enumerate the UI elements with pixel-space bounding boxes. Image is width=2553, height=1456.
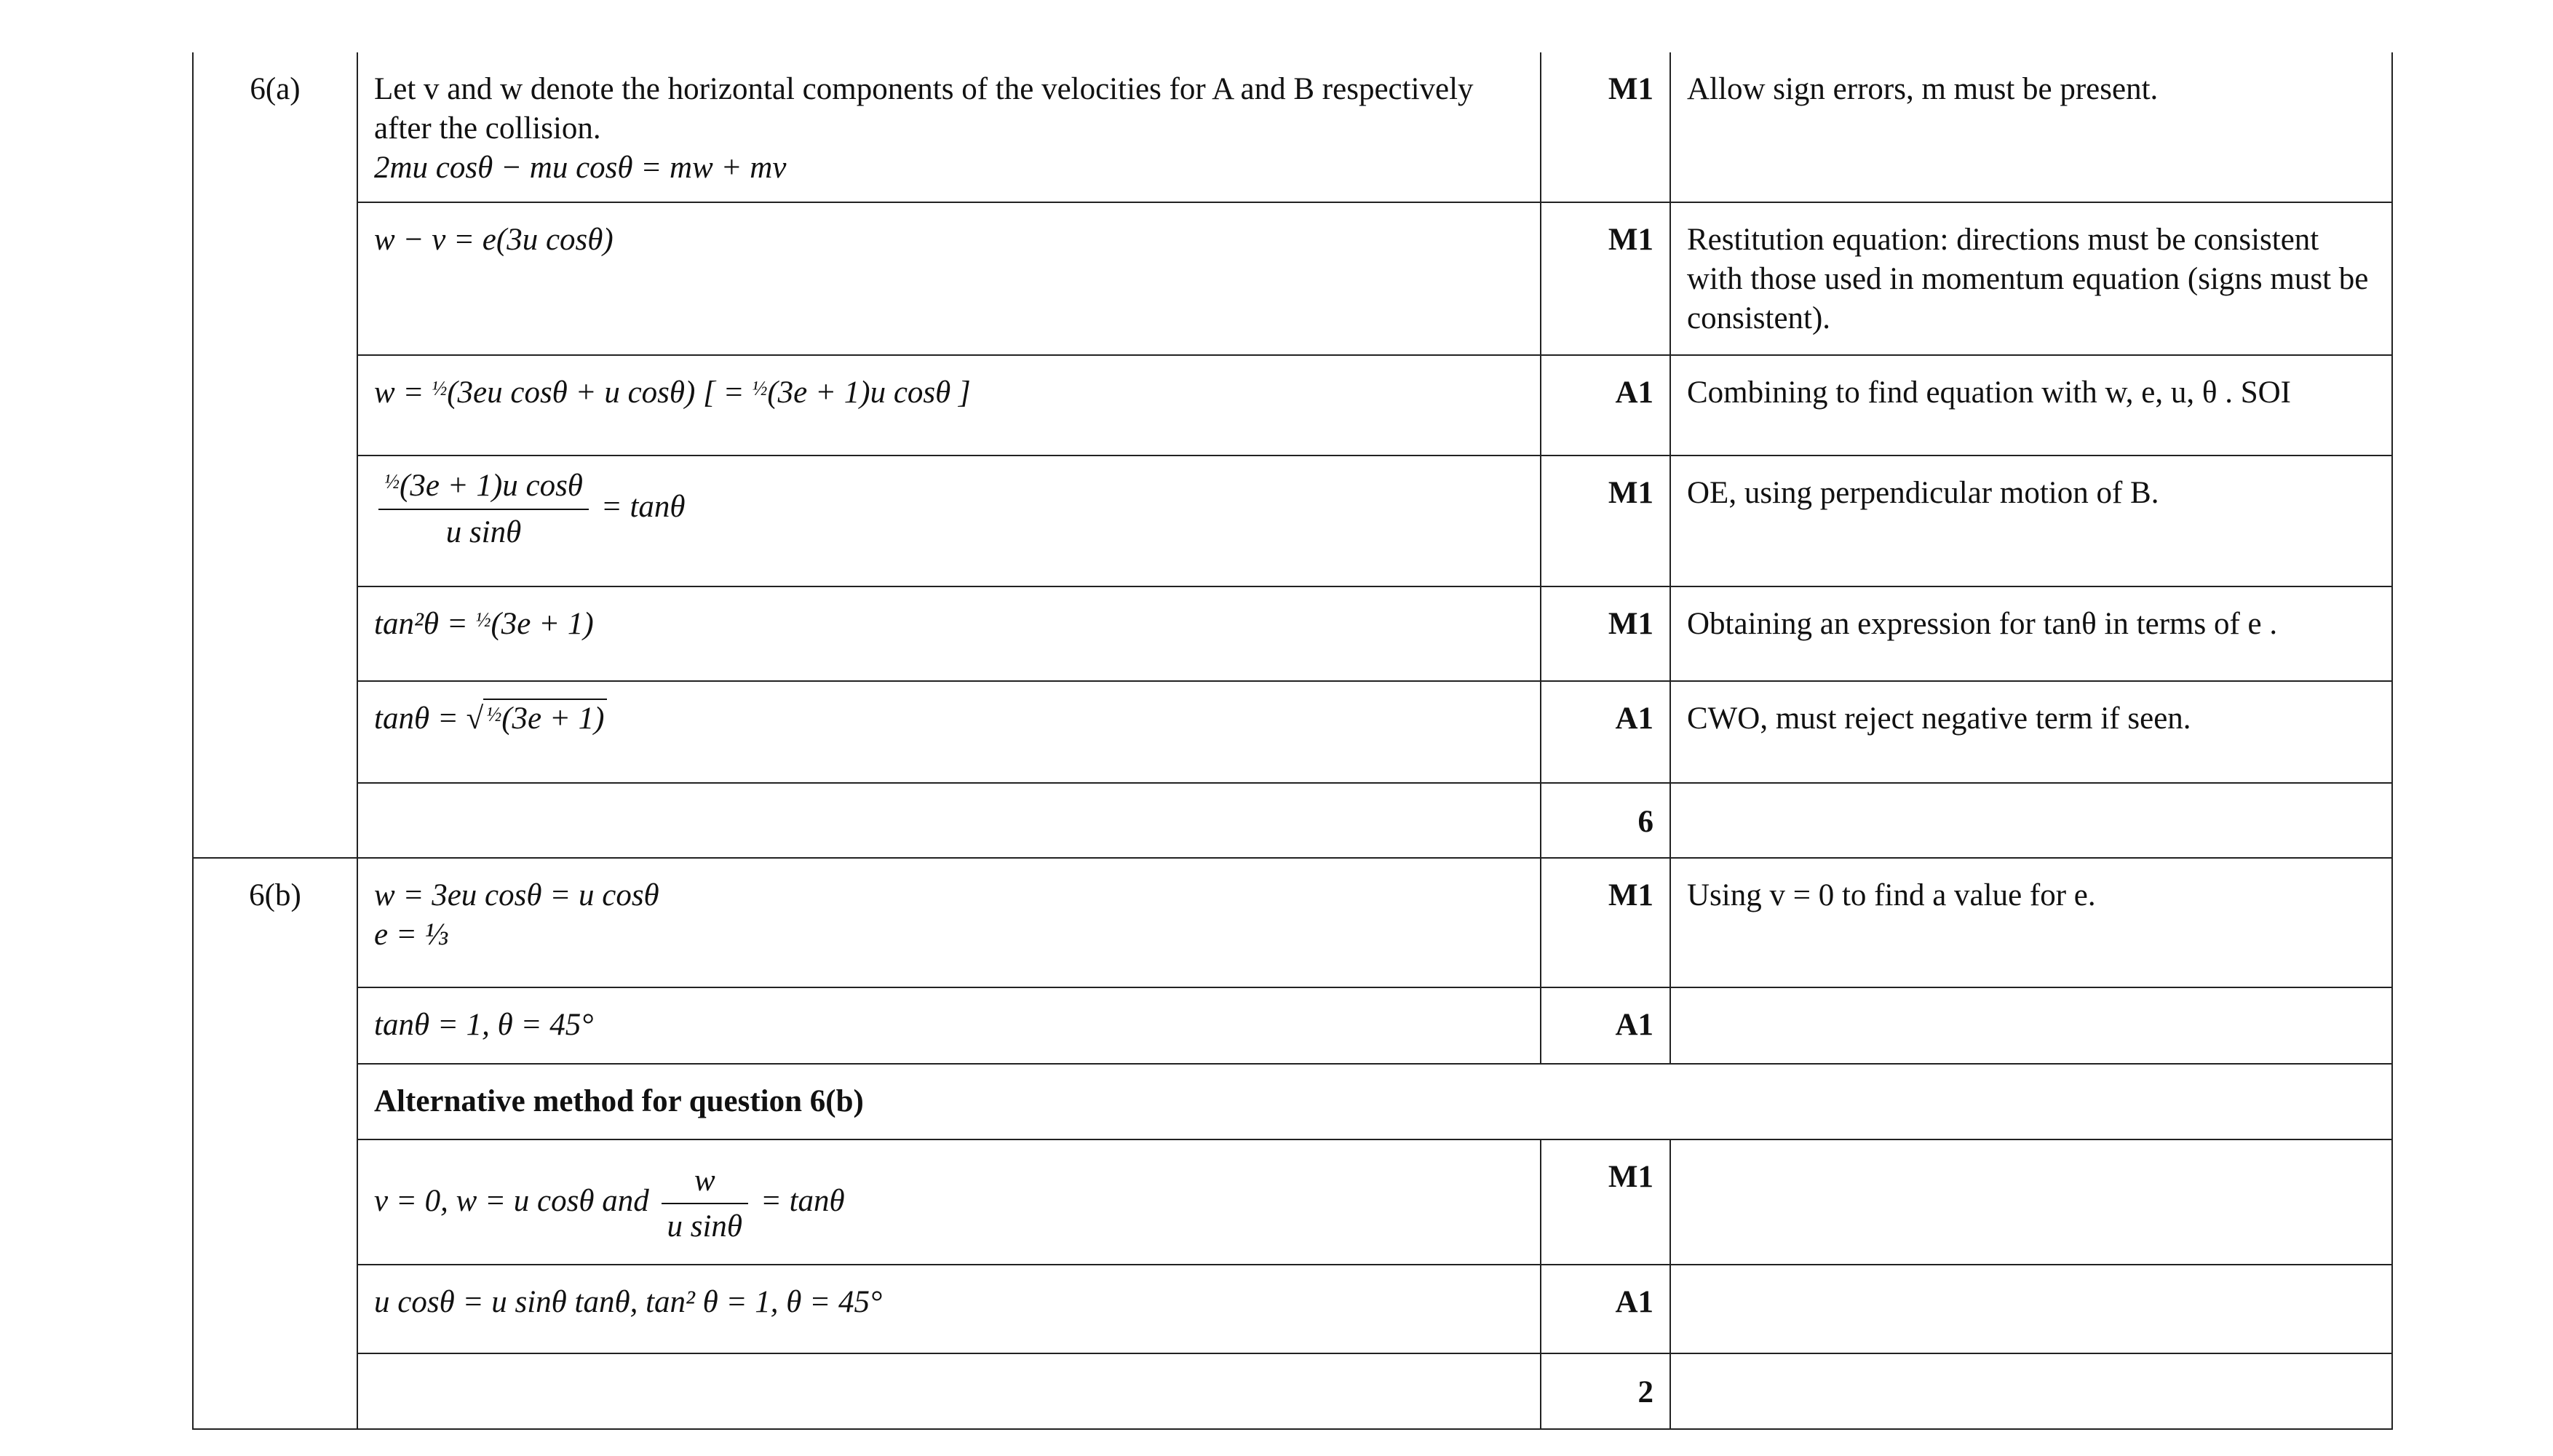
equation-part: (3e + 1) — [491, 607, 594, 642]
half-fraction: ½ — [475, 609, 491, 632]
equation-part: v = 0, w = u cosθ and — [374, 1184, 649, 1219]
table-row — [193, 1265, 2392, 1353]
equation-part: (3eu cosθ + u cosθ) [ = — [447, 375, 753, 410]
guidance-cell: Obtaining an expression for tanθ in terms of e . — [1670, 586, 2392, 681]
table-row — [193, 858, 2392, 987]
answer-cell — [357, 1139, 1541, 1265]
mark-cell: A1 — [1541, 1265, 1670, 1353]
mark-cell: M1 — [1541, 586, 1670, 681]
table-row — [193, 1139, 2392, 1265]
mark-cell: M1 — [1541, 858, 1670, 987]
equation-part: tan²θ = — [374, 607, 476, 642]
numerator-text: (3e + 1)u cosθ — [400, 469, 583, 504]
fraction-denominator: u sinθ — [445, 515, 522, 549]
mark-scheme — [192, 52, 2393, 1430]
equation-part: (3e + 1)u cosθ ] — [767, 375, 971, 410]
combined-equation — [374, 375, 971, 410]
guidance-cell — [1670, 1265, 2392, 1353]
table-row — [193, 202, 2392, 355]
guidance-cell: Using v = 0 to find a value for e. — [1670, 858, 2392, 987]
equation-rhs: = tanθ — [600, 489, 686, 524]
guidance-cell — [1670, 1139, 2392, 1265]
guidance-cell — [1670, 783, 2392, 858]
fraction-denominator: u sinθ — [667, 1209, 743, 1244]
tan-root-equation — [374, 699, 607, 736]
angle-result: tanθ = 1, θ = 45° — [374, 1008, 594, 1043]
table-row — [193, 52, 2392, 202]
half-fraction: ½ — [752, 378, 768, 401]
answer-cell — [357, 1265, 1541, 1353]
answer-cell — [357, 1353, 1541, 1429]
alternative-equation — [374, 1163, 845, 1244]
answer-cell — [357, 858, 1541, 987]
mark-cell: M1 — [1541, 52, 1670, 202]
table-row — [193, 783, 2392, 858]
mark-cell: M1 — [1541, 1139, 1670, 1265]
momentum-equation: 2mu cosθ − mu cosθ = mw + mv — [374, 150, 787, 185]
total-mark-6b: 2 — [1541, 1353, 1670, 1429]
guidance-cell: OE, using perpendicular motion of B. — [1670, 456, 2392, 586]
guidance-cell: CWO, must reject negative term if seen. — [1670, 681, 2392, 783]
guidance-cell — [1670, 1353, 2392, 1429]
square-root — [483, 699, 607, 736]
guidance-cell: Allow sign errors, m must be present. — [1670, 52, 2392, 202]
alternative-result: u cosθ = u sinθ tanθ, tan² θ = 1, θ = 45° — [374, 1285, 883, 1320]
answer-cell — [357, 987, 1541, 1064]
answer-cell — [357, 783, 1541, 858]
question-number-6a: 6(a) — [193, 52, 357, 858]
answer-cell — [357, 586, 1541, 681]
table-row — [193, 1353, 2392, 1429]
half-fraction: ½ — [384, 471, 400, 494]
total-mark-6a: 6 — [1541, 783, 1670, 858]
guidance-cell: Restitution equation: directions must be consistent with those used in momentum equation (signs must be consistent). — [1670, 202, 2392, 355]
guidance-cell: Combining to find equation with w, e, u, θ . SOI — [1670, 355, 2392, 456]
mark-scheme-table — [192, 52, 2393, 1430]
fraction — [378, 466, 589, 552]
mark-cell: A1 — [1541, 681, 1670, 783]
table-row — [193, 456, 2392, 586]
answer-text: Let v and w denote the horizontal components of the velocities for A and B respectively after the collision. — [374, 72, 1474, 146]
equation-rhs: = tanθ — [760, 1184, 845, 1219]
half-fraction: ½ — [432, 378, 448, 401]
equation-part: tanθ = √ — [374, 701, 484, 736]
e-value: e = ⅓ — [374, 918, 448, 952]
half-fraction: ½ — [486, 704, 502, 727]
mark-cell: M1 — [1541, 202, 1670, 355]
tan-squared-equation — [374, 607, 594, 641]
equation-part: w = — [374, 375, 432, 410]
table-row — [193, 681, 2392, 783]
mark-cell: M1 — [1541, 456, 1670, 586]
answer-cell — [357, 355, 1541, 456]
mark-cell: A1 — [1541, 987, 1670, 1064]
fraction — [662, 1161, 749, 1247]
velocity-equation: w = 3eu cosθ = u cosθ — [374, 878, 659, 913]
table-row — [193, 355, 2392, 456]
question-number-6b: 6(b) — [193, 858, 357, 1429]
mark-cell: A1 — [1541, 355, 1670, 456]
answer-cell — [357, 456, 1541, 586]
table-row — [193, 586, 2392, 681]
answer-cell — [357, 52, 1541, 202]
fraction-numerator — [378, 466, 589, 510]
alternative-method-heading: Alternative method for question 6(b) — [357, 1064, 2392, 1139]
table-row — [193, 1064, 2392, 1139]
fraction-numerator: w — [662, 1161, 749, 1205]
equation-part: (3e + 1) — [501, 701, 605, 736]
answer-cell — [357, 681, 1541, 783]
restitution-equation: w − v = e(3u cosθ) — [374, 223, 614, 258]
guidance-cell — [1670, 987, 2392, 1064]
table-row — [193, 987, 2392, 1064]
answer-cell — [357, 202, 1541, 355]
